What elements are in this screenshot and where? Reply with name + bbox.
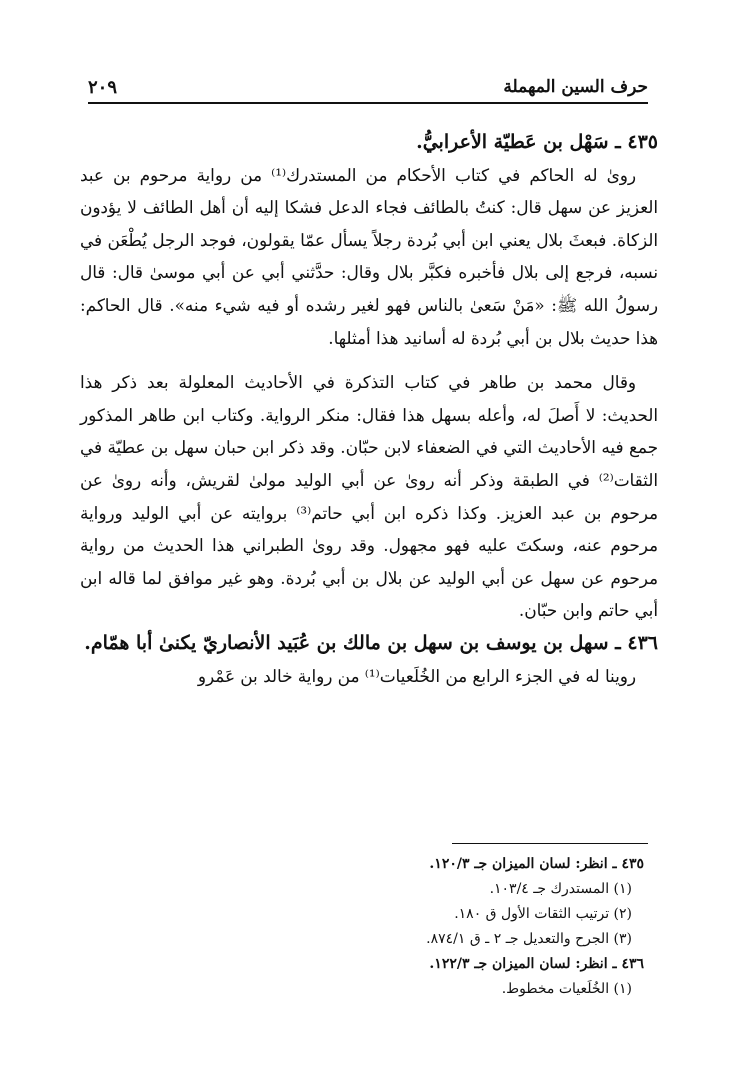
running-title: حرف السين المهملة — [503, 77, 648, 97]
page-number: ٢٠٩ — [88, 76, 118, 98]
entry-436-paragraph-1: روينا له في الجزء الرابع من الخُلَعيات⁽¹⁾ من رواية خالد بن عَمْرو — [197, 665, 636, 686]
entry-heading-435: ٤٣٥ ـ سَهْل بن عَطيّة الأعرابيُّ. — [416, 131, 658, 153]
footnote-entry-435: ٤٣٥ ـ انظر: لسان الميزان جـ ١٢٠/٣. — [429, 856, 644, 872]
footnote-entry-436: ٤٣٦ ـ انظر: لسان الميزان جـ ١٢٢/٣. — [429, 956, 644, 972]
footnotes — [220, 852, 644, 1002]
page-header — [88, 72, 648, 104]
footnote-item: (١) المستدرك جـ ١٠٣/٤. — [489, 881, 632, 897]
entry-435-paragraph-2: وقال محمد بن طاهر في كتاب التذكرة في الأحاديث المعلولة بعد ذكر هذا الحديث: لا أَصلَ له، وأعله بسهل هذا فقال: منكر الرواية. وكتاب ابن طاهر المذكور جمع فيه الأحاديث التي في الضعفاء لابن حبّان. وقد ذكر ابن حبان سهل بن عطيّة في الثقات⁽²⁾ في الطبقة وذكر أنه روىٰ عن أبي الوليد مولىٰ لقريش، وأنه روىٰ عن مرحوم بن عبد العزيز. وكذا ذكره ابن أبي حاتم⁽³⁾ بروايته عن أبي الوليد ورواية مرحوم عنه، وسكتَ عليه فهو مجهول. وقد روىٰ الطبراني هذا الحديث من رواية مرحوم عن سهل عن أبي الوليد عن بلال بن أبي بُردة. وهو غير موافق لما قاله ابن أبي حاتم وابن حبّان. — [80, 372, 659, 621]
footnote-item: (٢) ترتيب الثقات الأول ق ١٨٠. — [454, 906, 632, 922]
main-text — [80, 126, 658, 692]
footnote-divider — [452, 843, 648, 844]
entry-435-paragraph-1: رویٰ له الحاكم في كتاب الأحكام من المستدرك⁽¹⁾ من رواية مرحوم بن عبد العزيز عن سهل قال: كنتُ بالطائف فجاء الدعل فشكا إليه أن أهل الطائف لا يؤدون الزكاة. فبعثَ بلال يعني ابن أبي بُردة رجلاً يسأل عمّا يقولون، فوجد الرجل يُطْعَن في نسبه، فرجع إلى بلال فأخبره فكبَّر بلال وقال: حدَّثني أبي عن أبي موسىٰ قال: قال رسولُ الله ﷺ: «مَنْ سَعىٰ بالناس فهو لغير رشده أو فيه شيء منه». قال الحاكم: هذا حديث بلال بن أبي بُردة له أسانيد هذا أمثلها. — [80, 164, 658, 348]
footnote-item: (١) الخُلَعيات مخطوط. — [501, 981, 632, 997]
footnote-item: (٣) الجرح والتعديل جـ ٢ ـ ق ٨٧٤/١. — [426, 931, 632, 947]
entry-heading-436: ٤٣٦ ـ سهل بن يوسف بن سهل بن مالك بن عُبَيد الأنصاريّ يكنىٰ أبا همّام. — [84, 631, 658, 654]
